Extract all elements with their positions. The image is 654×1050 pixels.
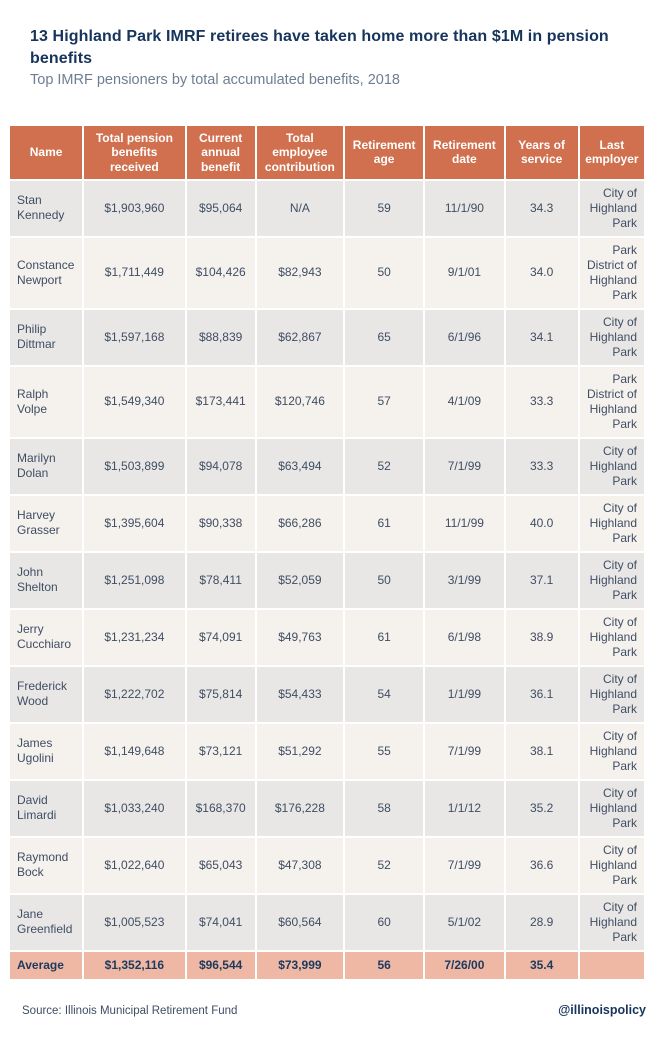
table-cell: 40.0 xyxy=(506,496,578,551)
name-cell: Stan Kennedy xyxy=(10,181,82,236)
table-cell: $1,503,899 xyxy=(84,439,184,494)
table-row xyxy=(10,895,644,950)
column-header: Years of service xyxy=(506,126,578,179)
table-cell: 34.3 xyxy=(506,181,578,236)
column-header: Total pension benefits received xyxy=(84,126,184,179)
table-cell: $75,814 xyxy=(187,667,255,722)
title-block xyxy=(30,26,624,91)
table-cell: $74,091 xyxy=(187,610,255,665)
table-cell: $62,867 xyxy=(257,310,343,365)
table-cell: $1,231,234 xyxy=(84,610,184,665)
table-cell: $63,494 xyxy=(257,439,343,494)
table-cell: $168,370 xyxy=(187,781,255,836)
table-cell: $95,064 xyxy=(187,181,255,236)
table-cell: 6/1/98 xyxy=(425,610,503,665)
table-cell: 6/1/96 xyxy=(425,310,503,365)
table-cell: $49,763 xyxy=(257,610,343,665)
column-header: Retirement age xyxy=(345,126,423,179)
infographic xyxy=(0,26,654,1050)
table-cell: 5/1/02 xyxy=(425,895,503,950)
average-value-cell: $1,352,116 xyxy=(84,952,184,979)
table-cell: 60 xyxy=(345,895,423,950)
table-row xyxy=(10,310,644,365)
table-row xyxy=(10,553,644,608)
table-row xyxy=(10,238,644,308)
table-row xyxy=(10,610,644,665)
table-cell: 58 xyxy=(345,781,423,836)
table-cell: 38.9 xyxy=(506,610,578,665)
name-cell: Jane Greenfield xyxy=(10,895,82,950)
table-cell: $1,033,240 xyxy=(84,781,184,836)
average-value-cell: 35.4 xyxy=(506,952,578,979)
table-cell: $1,597,168 xyxy=(84,310,184,365)
table-row xyxy=(10,838,644,893)
name-cell: Philip Dittmar xyxy=(10,310,82,365)
name-cell: Ralph Volpe xyxy=(10,367,82,437)
table-cell: 33.3 xyxy=(506,439,578,494)
table-cell: 28.9 xyxy=(506,895,578,950)
table-cell: $52,059 xyxy=(257,553,343,608)
table-cell: $1,711,449 xyxy=(84,238,184,308)
average-label-cell: Average xyxy=(10,952,82,979)
table-cell: 9/1/01 xyxy=(425,238,503,308)
table-row xyxy=(10,667,644,722)
pension-table xyxy=(8,124,646,981)
header-row xyxy=(10,126,644,179)
column-header: Current annual benefit xyxy=(187,126,255,179)
name-cell: James Ugolini xyxy=(10,724,82,779)
table-cell: N/A xyxy=(257,181,343,236)
source-note: Source: Illinois Municipal Retirement Fund xyxy=(22,1004,238,1017)
column-header: Last employer xyxy=(580,126,644,179)
name-cell: Frederick Wood xyxy=(10,667,82,722)
table-cell: 1/1/99 xyxy=(425,667,503,722)
table-cell: $51,292 xyxy=(257,724,343,779)
table-row xyxy=(10,181,644,236)
table-cell: $60,564 xyxy=(257,895,343,950)
average-value-cell: $73,999 xyxy=(257,952,343,979)
average-value-cell: 56 xyxy=(345,952,423,979)
table-cell: 65 xyxy=(345,310,423,365)
name-cell: Jerry Cucchiaro xyxy=(10,610,82,665)
table-cell: 11/1/99 xyxy=(425,496,503,551)
table-body xyxy=(10,181,644,950)
table-cell: $54,433 xyxy=(257,667,343,722)
table-cell: $1,149,648 xyxy=(84,724,184,779)
name-cell: Harvey Grasser xyxy=(10,496,82,551)
table-cell: 33.3 xyxy=(506,367,578,437)
table-cell: 57 xyxy=(345,367,423,437)
table-row xyxy=(10,496,644,551)
table-cell: 36.6 xyxy=(506,838,578,893)
table-cell: $73,121 xyxy=(187,724,255,779)
table-cell: $78,411 xyxy=(187,553,255,608)
table-row xyxy=(10,367,644,437)
table-cell: Park District of Highland Park xyxy=(580,238,644,308)
table-cell: City of Highland Park xyxy=(580,439,644,494)
table-footer xyxy=(10,952,644,979)
table-cell: $47,308 xyxy=(257,838,343,893)
footer xyxy=(22,1003,646,1017)
table-cell: $176,228 xyxy=(257,781,343,836)
table-cell: 35.2 xyxy=(506,781,578,836)
table-cell: $66,286 xyxy=(257,496,343,551)
table-cell: 50 xyxy=(345,238,423,308)
table-cell: 7/1/99 xyxy=(425,724,503,779)
table-cell: $1,395,604 xyxy=(84,496,184,551)
table-cell: City of Highland Park xyxy=(580,610,644,665)
table-cell: City of Highland Park xyxy=(580,724,644,779)
table-cell: 59 xyxy=(345,181,423,236)
table-cell: 50 xyxy=(345,553,423,608)
table-cell: $90,338 xyxy=(187,496,255,551)
table-cell: $88,839 xyxy=(187,310,255,365)
table-cell: 34.1 xyxy=(506,310,578,365)
column-header: Name xyxy=(10,126,82,179)
table-cell: City of Highland Park xyxy=(580,496,644,551)
table-cell: 3/1/99 xyxy=(425,553,503,608)
table-cell: 55 xyxy=(345,724,423,779)
page-subtitle: Top IMRF pensioners by total accumulated benefits, 2018 xyxy=(30,72,400,89)
table-cell: 37.1 xyxy=(506,553,578,608)
name-cell: David Limardi xyxy=(10,781,82,836)
table-row xyxy=(10,439,644,494)
table-cell: $104,426 xyxy=(187,238,255,308)
table-cell: 34.0 xyxy=(506,238,578,308)
table-cell: City of Highland Park xyxy=(580,181,644,236)
average-value-cell xyxy=(580,952,644,979)
table-cell: 54 xyxy=(345,667,423,722)
table-cell: 52 xyxy=(345,439,423,494)
table-cell: 38.1 xyxy=(506,724,578,779)
table-row xyxy=(10,781,644,836)
table-cell: City of Highland Park xyxy=(580,310,644,365)
table-header xyxy=(10,126,644,179)
table-row xyxy=(10,724,644,779)
average-value-cell: 7/26/00 xyxy=(425,952,503,979)
table-cell: 52 xyxy=(345,838,423,893)
table-cell: $173,441 xyxy=(187,367,255,437)
name-cell: Marilyn Dolan xyxy=(10,439,82,494)
table-cell: 7/1/99 xyxy=(425,439,503,494)
table-cell: $1,251,098 xyxy=(84,553,184,608)
table-cell: 1/1/12 xyxy=(425,781,503,836)
page-title: 13 Highland Park IMRF retirees have taken home more than $1M in pension benefits xyxy=(30,28,609,67)
social-handle-link[interactable]: @illinoispolicy xyxy=(558,1002,646,1017)
table-cell: $74,041 xyxy=(187,895,255,950)
name-cell: Constance Newport xyxy=(10,238,82,308)
table-cell: 4/1/09 xyxy=(425,367,503,437)
table-cell: 61 xyxy=(345,496,423,551)
column-header: Total employee contribution xyxy=(257,126,343,179)
table-cell: $94,078 xyxy=(187,439,255,494)
table-cell: City of Highland Park xyxy=(580,838,644,893)
table-cell: City of Highland Park xyxy=(580,667,644,722)
average-row xyxy=(10,952,644,979)
table-cell: $120,746 xyxy=(257,367,343,437)
table-cell: $1,903,960 xyxy=(84,181,184,236)
table-cell: Park District of Highland Park xyxy=(580,367,644,437)
name-cell: John Shelton xyxy=(10,553,82,608)
table-cell: City of Highland Park xyxy=(580,895,644,950)
table-cell: 36.1 xyxy=(506,667,578,722)
table-cell: 11/1/90 xyxy=(425,181,503,236)
table-cell: 7/1/99 xyxy=(425,838,503,893)
table-cell: $1,549,340 xyxy=(84,367,184,437)
average-value-cell: $96,544 xyxy=(187,952,255,979)
table-cell: 61 xyxy=(345,610,423,665)
table-cell: $1,022,640 xyxy=(84,838,184,893)
table-cell: $1,005,523 xyxy=(84,895,184,950)
table-cell: City of Highland Park xyxy=(580,781,644,836)
table-cell: $82,943 xyxy=(257,238,343,308)
table-cell: $1,222,702 xyxy=(84,667,184,722)
name-cell: Raymond Bock xyxy=(10,838,82,893)
table-cell: City of Highland Park xyxy=(580,553,644,608)
column-header: Retirement date xyxy=(425,126,503,179)
table-cell: $65,043 xyxy=(187,838,255,893)
